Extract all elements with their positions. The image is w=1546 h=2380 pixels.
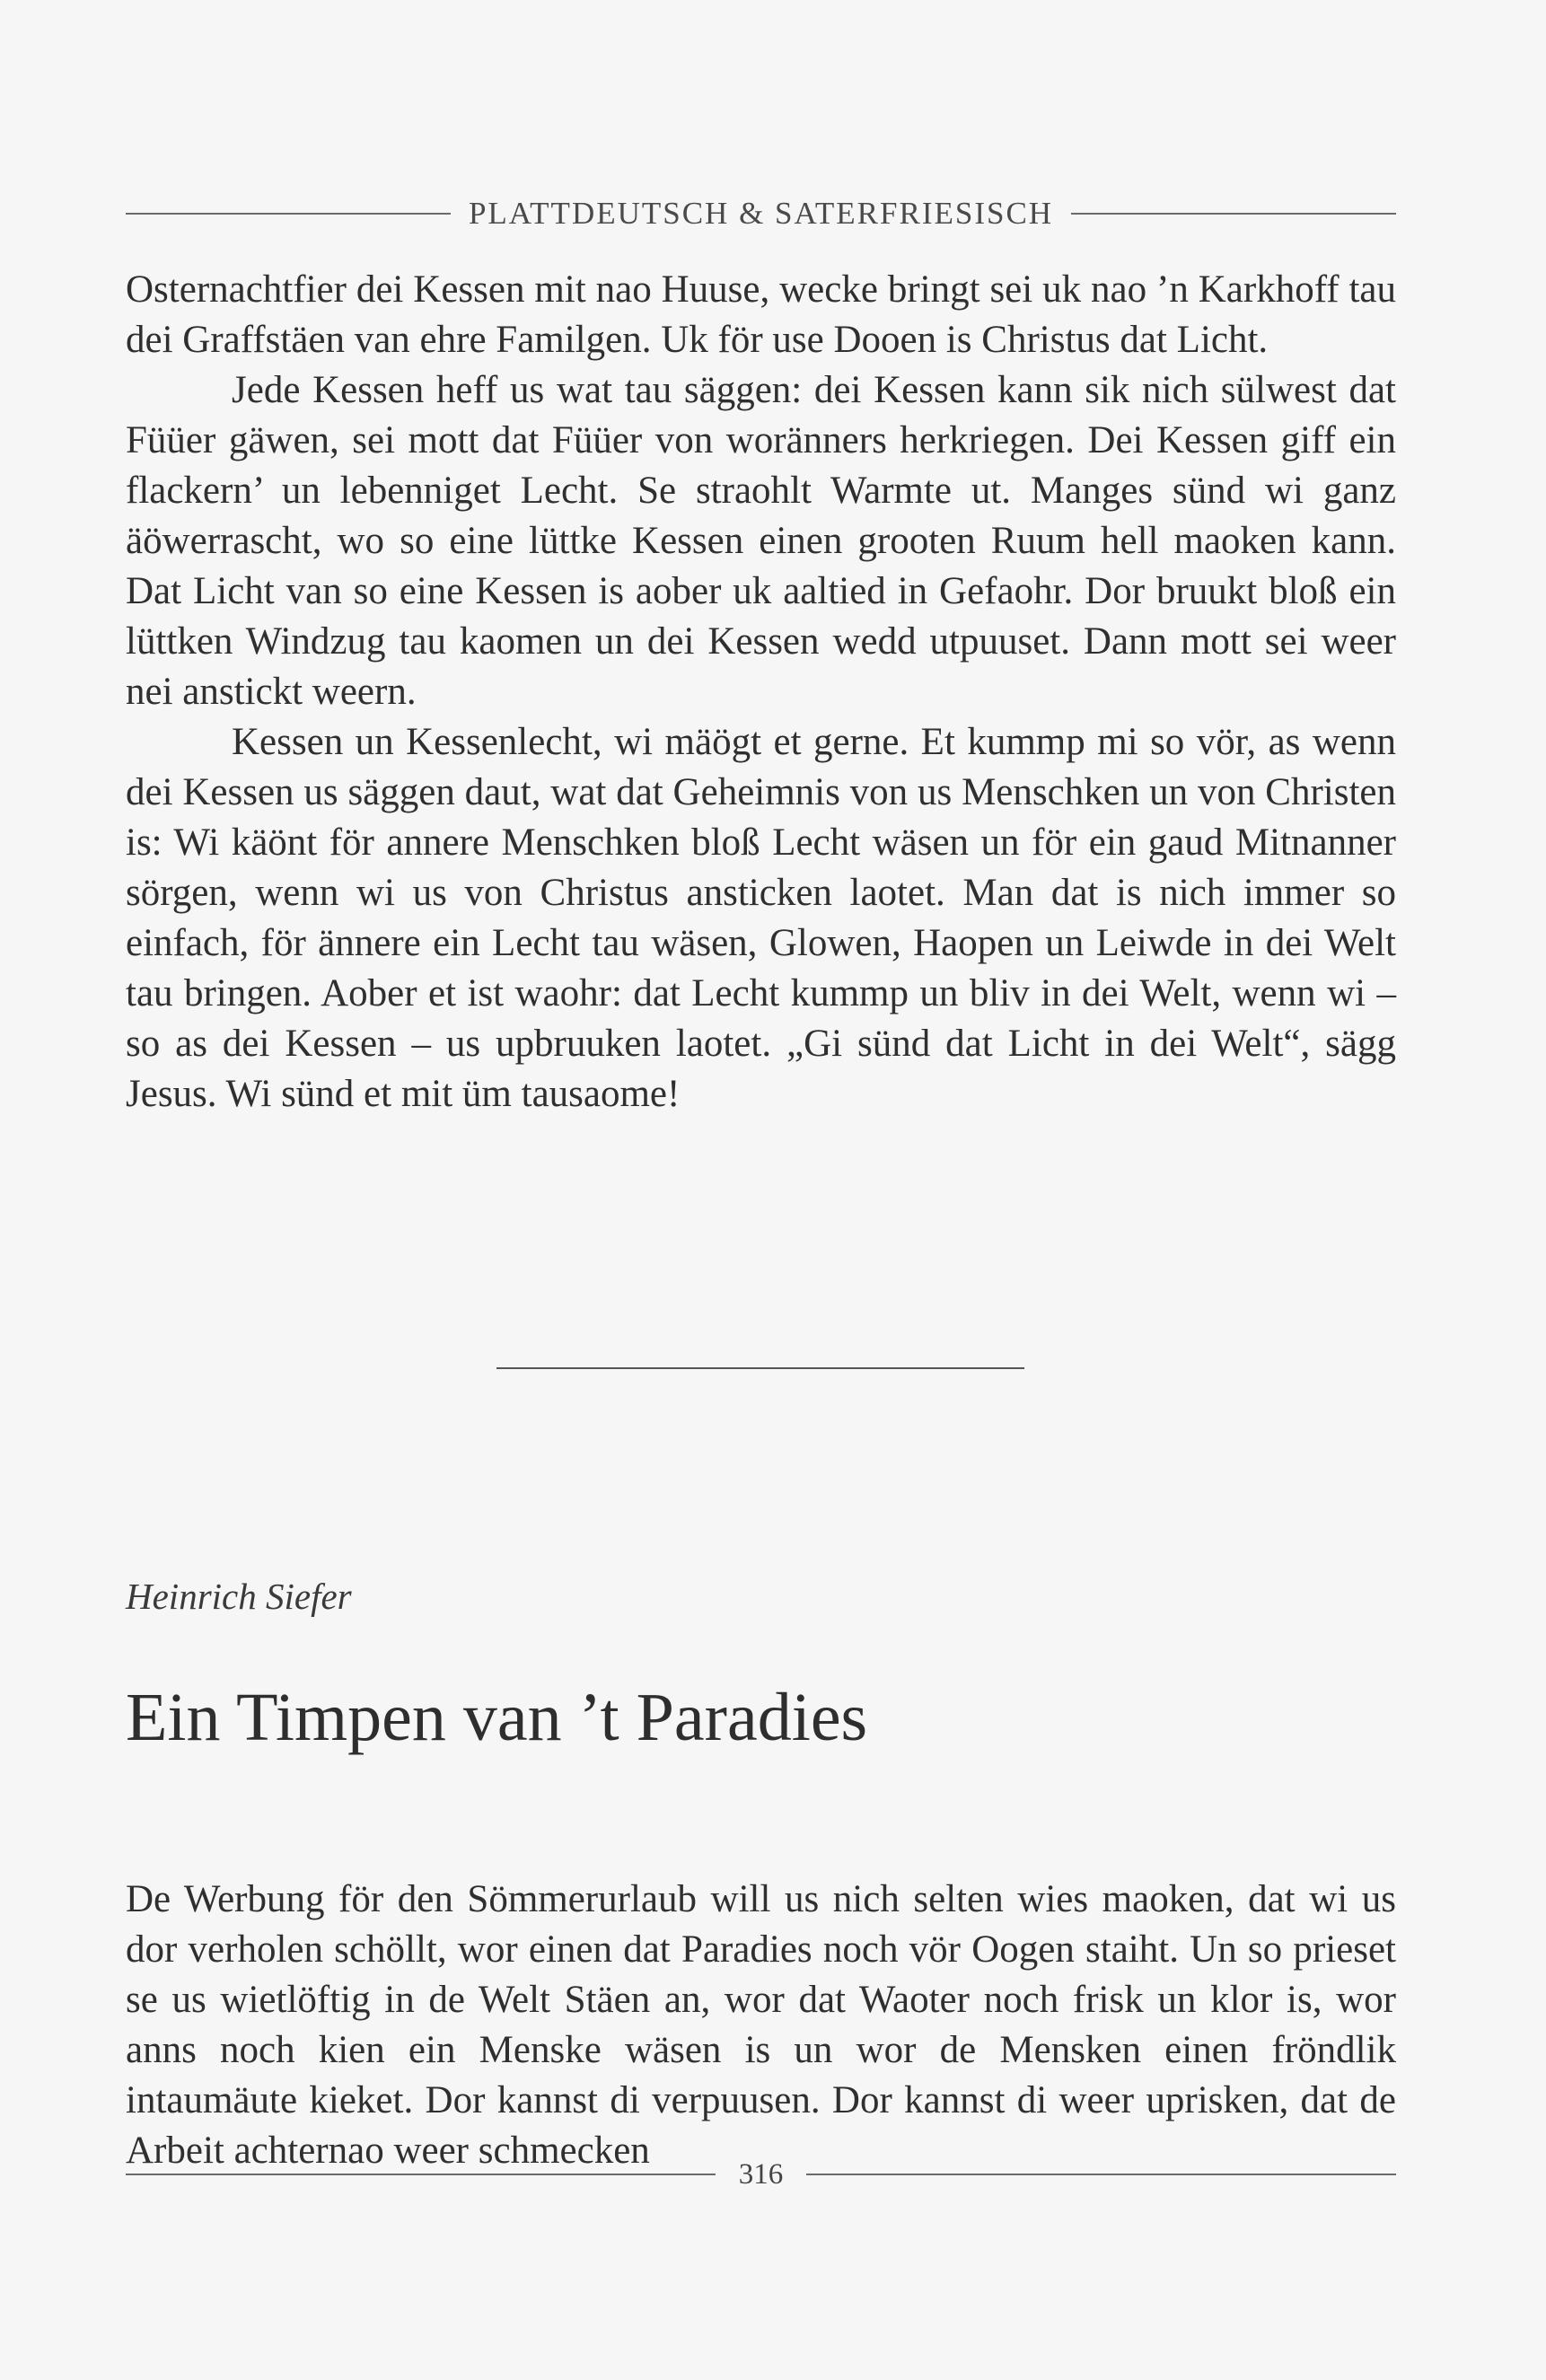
footer-rule-right — [806, 2174, 1396, 2175]
running-head-text: PLATTDEUTSCH & SATERFRIESISCH — [468, 196, 1054, 231]
page-footer — [126, 2155, 1396, 2194]
article-title: Ein Timpen van ’t Paradies — [126, 1680, 868, 1755]
first-article-body — [126, 265, 1396, 1120]
section-divider — [496, 1367, 1024, 1369]
page-number: 316 — [738, 2157, 784, 2191]
article-author: Heinrich Siefer — [126, 1576, 352, 1617]
second-article-body — [126, 1875, 1396, 2176]
footer-rule-left — [126, 2174, 716, 2175]
paragraph: Kessen un Kessenlecht, wi mäögt et gerne. Et kummp mi so vör, as wenn dei Kessen us säggen daut, wat dat Geheimnis von us Menschken un von Christen is: Wi käönt för annere Menschken bloß Lecht wäsen un för ein gaud Mitnanner sörgen, wenn wi us von Christus ansticken laotet. Man dat is nich immer so einfach, för ännere ein Lecht tau wäsen, Glowen, Haopen un Leiwde in dei Welt tau bringen. Aober et ist waohr: dat Lecht kummp un bliv in dei Welt, wenn wi – so as dei Kessen – us upbruuken laotet. „Gi sünd dat Licht in dei Welt“, sägg Jesus. Wi sünd et mit üm tausaome! — [126, 721, 1396, 1115]
paragraph: Osternachtfier dei Kessen mit nao Huuse, wecke bringt sei uk nao ’n Karkhoff tau dei Graffstäen van ehre Familgen. Uk för use Dooen is Christus dat Licht. — [126, 268, 1396, 361]
running-head — [126, 190, 1396, 237]
book-page — [126, 0, 1396, 2380]
paragraph: Jede Kessen heff us wat tau säggen: dei Kessen kann sik nich sülwest dat Füüer gäwen, sei mott dat Füüer von woränners herkriegen. Dei Kessen giff ein flackern’ un lebenniget Lecht. Se straohlt Warmte ut. Manges sünd wi ganz äöwerrascht, wo so eine lüttke Kessen einen grooten Ruum hell maoken kann. Dat Licht van so eine Kessen is aober uk aaltied in Gefaohr. Dor bruukt bloß ein lüttken Windzug tau kaomen un dei Kessen wedd utpuuset. Dann mott sei weer nei anstickt weern. — [126, 369, 1396, 713]
running-head-rule-right — [1071, 213, 1396, 215]
paragraph: De Werbung för den Sömmerurlaub will us nich selten wies maoken, dat wi us dor verholen schöllt, wor einen dat Paradies noch vör Oogen staiht. Un so prieset se us wietlöftig in de Welt Stäen an, wor dat Waoter noch frisk un klor is, wor anns noch kien ein Menske wäsen is un wor de Mensken einen fröndlik intaumäute kieket. Dor kannst di verpuusen. Dor kannst di weer uprisken, dat de Arbeit achternao weer schmecken — [126, 1878, 1396, 2172]
running-head-rule-left — [126, 213, 451, 215]
